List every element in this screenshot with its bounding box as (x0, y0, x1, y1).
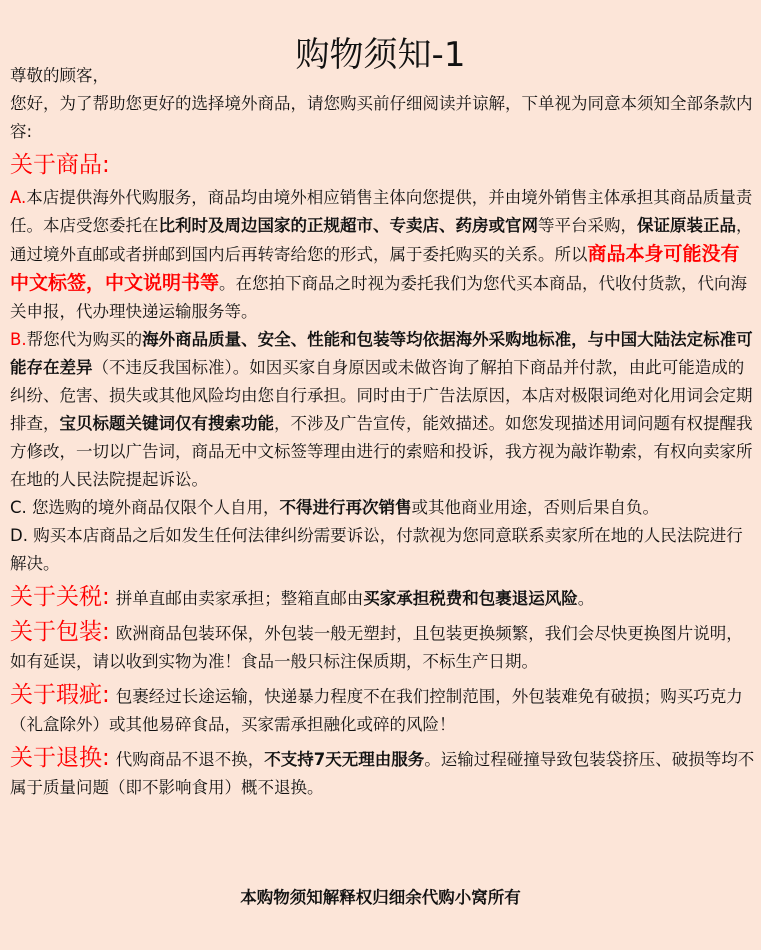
tax-text-2: 。 (577, 589, 595, 608)
defects-text: 包裹经过长途运输，快递暴力程度不在我们控制范围，外包装难免有破损；购买巧克力（礼盒除外）或其他易碎食品，买家需承担融化或碎的风险！ (10, 687, 743, 734)
products-item-d: D. 购买本店商品之后如发生任何法律纠纷需要诉讼，付款视为您同意联系卖家所在地的人民法院进行解决。 (10, 526, 743, 573)
item-c-bold: 不得进行再次销售 (279, 498, 412, 517)
item-a-warning: 商品本身可能没有中文标签，中文说明书等 (10, 243, 740, 294)
item-c-text-2: 或其他商业用途，否则后果自负。 (411, 498, 660, 517)
tax-section (10, 582, 755, 613)
products-item-b (10, 326, 755, 494)
item-a-text-4: 。在您拍下商品之时视为委托我们为您代买本商品，代收付货款，代向海关申报，代办理快递运输服务等。 (10, 274, 748, 321)
intro-paragraph: 您好，为了帮助您更好的选择境外商品，请您购买前仔细阅读并谅解，下单视为同意本须知全部条款内容: (10, 94, 753, 141)
page-title: 购物须知-1 (295, 34, 466, 75)
returns-section (10, 743, 755, 802)
tax-heading: 关于关税: (10, 584, 110, 610)
returns-text-2: 。运输过程碰撞导致包装袋挤压、破损等均不属于质量问题（即不影响食用）概不退换。 (10, 750, 755, 797)
item-a-bold-2: 保证原装正品 (637, 216, 736, 235)
item-a-text-3: ，通过境外直邮或者拼邮到国内后再转寄给您的形式，属于委托购买的关系。所以 (10, 216, 753, 264)
products-item-a (10, 184, 755, 326)
defects-heading: 关于瑕疵: (10, 682, 110, 708)
returns-bold: 不支持7天无理由服务 (264, 750, 425, 769)
tax-bold: 买家承担税费和包裹退运风险 (363, 589, 578, 608)
item-b-bold-2: 宝贝标题关键词仅有搜索功能 (59, 414, 274, 433)
packaging-text: 欧洲商品包装环保，外包装一般无塑封，且包装更换频繁，我们会尽快更换图片说明，如有延误，请以收到实物为准！食品一般只标注保质期，不标生产日期。 (10, 624, 743, 671)
item-c-text-1: C. 您选购的境外商品仅限个人自用， (10, 498, 280, 517)
packaging-heading: 关于包装: (10, 619, 110, 645)
returns-text-1: 代购商品不退不换， (115, 750, 265, 769)
item-a-text-1: 本店提供海外代购服务，商品均由境外相应销售主体向您提供，并由境外销售主体承担其商品质量责任。本店受您委托在 (10, 188, 753, 235)
products-item-c (10, 494, 755, 522)
footer-copyright: 本购物须知解释权归细余代购小窝所有 (240, 888, 521, 907)
item-a-letter: A. (10, 188, 27, 207)
products-heading: 关于商品: (10, 152, 110, 178)
defects-section (10, 680, 755, 739)
item-a-bold-1: 比利时及周边国家的正规超市、专卖店、药房或官网 (158, 216, 538, 235)
item-b-text-1: 帮您代为购买的 (26, 330, 143, 349)
returns-heading: 关于退换: (10, 745, 110, 771)
products-section (10, 150, 755, 578)
item-b-text-3: ，不涉及广告宣传，能效描述。如您发现描述用词问题有权提醒我方修改，一切以广告词，商品无中文标签等理由进行的索赔和投诉，我方视为敲诈勒索，有权向卖家所在地的人民法院提起诉讼。 (10, 414, 753, 489)
item-b-text-2: （不违反我国标准）。如因买家自身原因或未做咨询了解拍下商品并付款，由此可能造成的纠纷、危害、损失或其他风险均由您自行承担。同时由于广告法原因，本店对极限词绝对化用词会定期排查， (10, 358, 753, 433)
packaging-section (10, 617, 755, 676)
notice-content (10, 62, 755, 802)
item-b-bold-1: 海外商品质量、安全、性能和包装等均依据海外采购地标准，与中国大陆法定标准可能存在差异 (10, 330, 753, 377)
item-b-letter: B. (10, 330, 27, 349)
greeting: 尊敬的顾客， (10, 66, 109, 85)
item-a-text-2: 等平台采购， (538, 216, 637, 235)
tax-text-1: 拼单直邮由卖家承担；整箱直邮由 (115, 589, 364, 608)
